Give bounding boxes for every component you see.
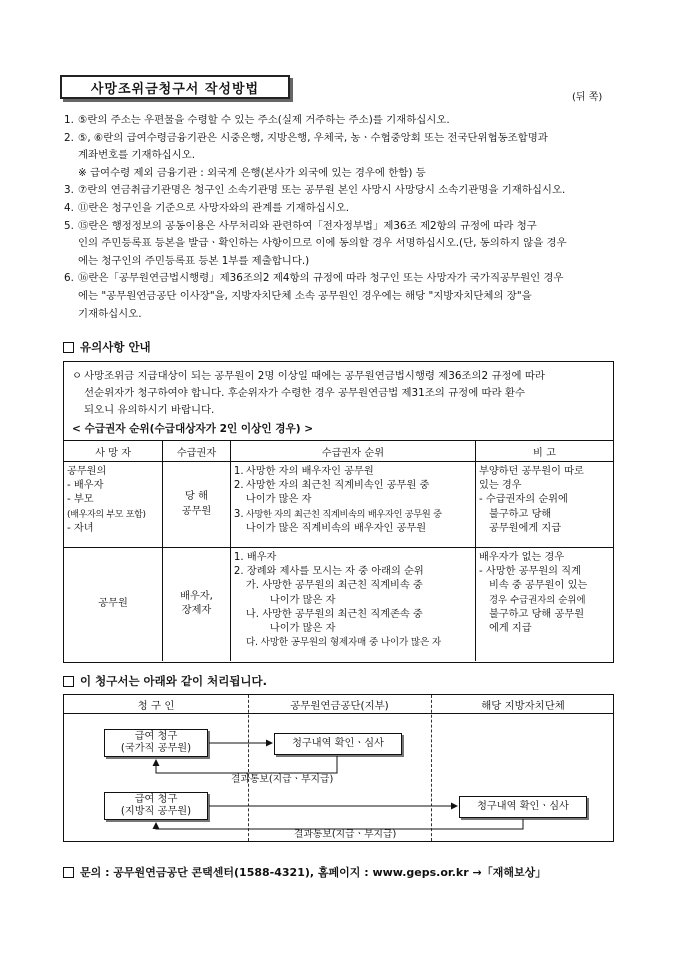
result-notice-2: 결과통보(지급ㆍ부지급) — [294, 829, 397, 840]
local-claim-box: 급여 청구 (지방직 공무원) — [104, 792, 208, 820]
instruction-item: 3. ⑦란의 연금취급기관명은 청구인 소속기관명 또는 공무원 본인 사망시 사망당시 소속기관명을 기재하십시오. — [64, 184, 566, 197]
table-row — [64, 462, 613, 548]
notice-heading: 유의사항 안내 — [63, 339, 151, 355]
process-flow-diagram — [63, 694, 614, 842]
order-cell: 1. 배우자 2. 장례와 제사를 모시는 자 중 아래의 순위 가. 사망한 공무원의 최근친 직계비속 중 나이가 많은 자 나. 사망한 공무원의 최근친 직계존속 중 나이가 많은 자 다. 사망한 공무원의 형제자매 중 나이가 많은 자 — [230, 548, 475, 661]
arrow-result-back-1 — [156, 756, 337, 773]
column-header: 수급권자 — [163, 441, 231, 462]
back-page-label: (뒤 쪽) — [572, 92, 603, 103]
remark-cell: 배우자가 없는 경우 - 사망한 공무원의 직계 비속 중 공무원이 있는 경우 수급권자의 순위에 불구하고 당해 공무원 에게 지급 — [475, 548, 613, 661]
checkbox-square-icon — [63, 342, 74, 353]
column-local-gov: 해당 지방자치단체 — [481, 699, 565, 712]
contact-line: 문의 : 공무원연금공단 콘택센터(1588-4321), 홈페이지 : www.geps.or.kr →「재해보상」 — [63, 864, 546, 880]
instruction-item: 4. ⑪란은 청구인을 기준으로 사망자와의 관계를 기재하십시오. — [64, 201, 350, 214]
claimant-cell: 배우자, 장제자 — [163, 548, 231, 661]
priority-table — [64, 440, 613, 661]
notice-text: ㅇ 사망조위금 지급대상이 되는 공무원이 2명 이상일 때에는 공무원연금법시행령 제36조의2 규정에 따라 선순위자가 청구하여야 합니다. 후순위자가 수령한 경우 공무원연금법 제31조의 규정에 따라 환수 되오니 유의하시기 바랍니다. — [72, 370, 545, 416]
checkbox-square-icon — [63, 867, 74, 878]
instruction-item: 1. ⑤란의 주소는 우편물을 수령할 수 있는 주소(실제 거주하는 주소)를 기재하십시오. — [64, 114, 450, 126]
instruction-item: 5. ⑮란은 행정정보의 공동이용은 사무처리와 관련하여「전자정부법」제36조 제2항의 규정에 따라 청구 — [64, 219, 537, 232]
deceased-cell: 공무원 — [64, 548, 163, 661]
order-cell: 1. 사망한 자의 배우자인 공무원 2. 사망한 자의 최근친 직계비속인 공무원 중 나이가 많은 자 3. 사망한 자의 최근친 직계비속의 배우자인 공무원 중 나이가 많은 직계비속의 배우자인 공무원 — [230, 462, 475, 548]
column-claimant: 청 구 인 — [137, 699, 175, 712]
column-header: 사 망 자 — [64, 441, 163, 462]
form-title: 사망조위금청구서 작성방법 — [60, 75, 290, 99]
instruction-note: ※ 급여수령 제외 금융기관 : 외국계 은행(본사가 외국에 있는 경우에 한함) 등 — [78, 166, 426, 179]
table-row — [64, 548, 613, 661]
claimant-cell: 당 해 공무원 — [163, 462, 231, 548]
national-claim-box: 급여 청구 (국가직 공무원) — [104, 729, 208, 757]
flow-arrows — [64, 695, 615, 843]
notice-box — [63, 361, 614, 663]
instruction-item: 2. ⑤, ⑥란의 급여수령금융기관은 시중은행, 지방은행, 우체국, 농ㆍ수협중앙회 또는 전국단위협동조합명과 — [64, 131, 548, 144]
geps-review-box: 청구내역 확인ㆍ심사 — [274, 733, 402, 755]
bullet-icon: ㅇ — [72, 370, 83, 382]
priority-subheading: < 수급권자 순위(수급대상자가 2인 이상인 경우) > — [72, 423, 314, 435]
column-header: 수급권자 순위 — [230, 441, 475, 462]
arrow-result-back-2 — [156, 819, 523, 829]
checkbox-square-icon — [63, 676, 74, 687]
process-heading: 이 청구서는 아래와 같이 처리됩니다. — [63, 673, 267, 689]
remark-cell: 부양하던 공무원이 따로 있는 경우 - 수급권자의 순위에 불구하고 당해 공무원에게 지급 — [475, 462, 613, 548]
table-header-row — [64, 441, 613, 462]
result-notice-1: 결과통보(지급ㆍ부지급) — [231, 774, 334, 785]
local-review-box: 청구내역 확인ㆍ심사 — [459, 796, 587, 818]
deceased-cell: 공무원의 - 배우자 - 부모 (배우자의 부모 포함) - 자녀 — [64, 462, 163, 548]
instructions: 1. ⑤란의 주소는 우편물을 수령할 수 있는 주소(실제 거주하는 주소)를 기재하십시오. 2. ⑤, ⑥란의 급여수령금융기관은 시중은행, 지방은행, 우체국, 농ㆍ수협중앙회 또는 전국단위협동조합명과 계좌번호를 기재하십시오. ※ 급여수령 제외 금융기관 : 외국계 은행(본사가 외국에 있는 경우에 한함) 등 3. ⑦란의 연금취급기관명은 청구인 소속기관명 또는 공무원 본인 사망시 사망당시 소속기관명을 기재하십시오. 4. ⑪란은 청구인을 기준으로 사망자와의 관계를 기재하십시오. 5. ⑮란은 행정정보의 공동이용은 사무처리와 관련하여「전자정부법」제36조 제2항의 규정에 따라 청구 인의 주민등록표 등본을 발급ㆍ확인하는 사항이므로 이에 동의할 경우 서명하십시오.(단, 동의하지 않을 경우 에는 청구인의 주민등록표 등본 1부를 제출합니다.) 6. ⑯란은「공무원연금법시행령」제36조의2 제4항의 규정에 따라 청구인 또는 사망자가 국가직공무원인 경우 에는 "공무원연금공단 이사장"을, 지방자치단체 소속 공무원인 경우에는 해당 "지방자치단체의 장"을 기재하십시오. — [64, 112, 624, 323]
column-geps: 공무원연금공단(지부) — [290, 699, 389, 712]
column-header: 비 고 — [475, 441, 613, 462]
instruction-item: 6. ⑯란은「공무원연금법시행령」제36조의2 제4항의 규정에 따라 청구인 또는 사망자가 국가직공무원인 경우 — [64, 272, 564, 285]
